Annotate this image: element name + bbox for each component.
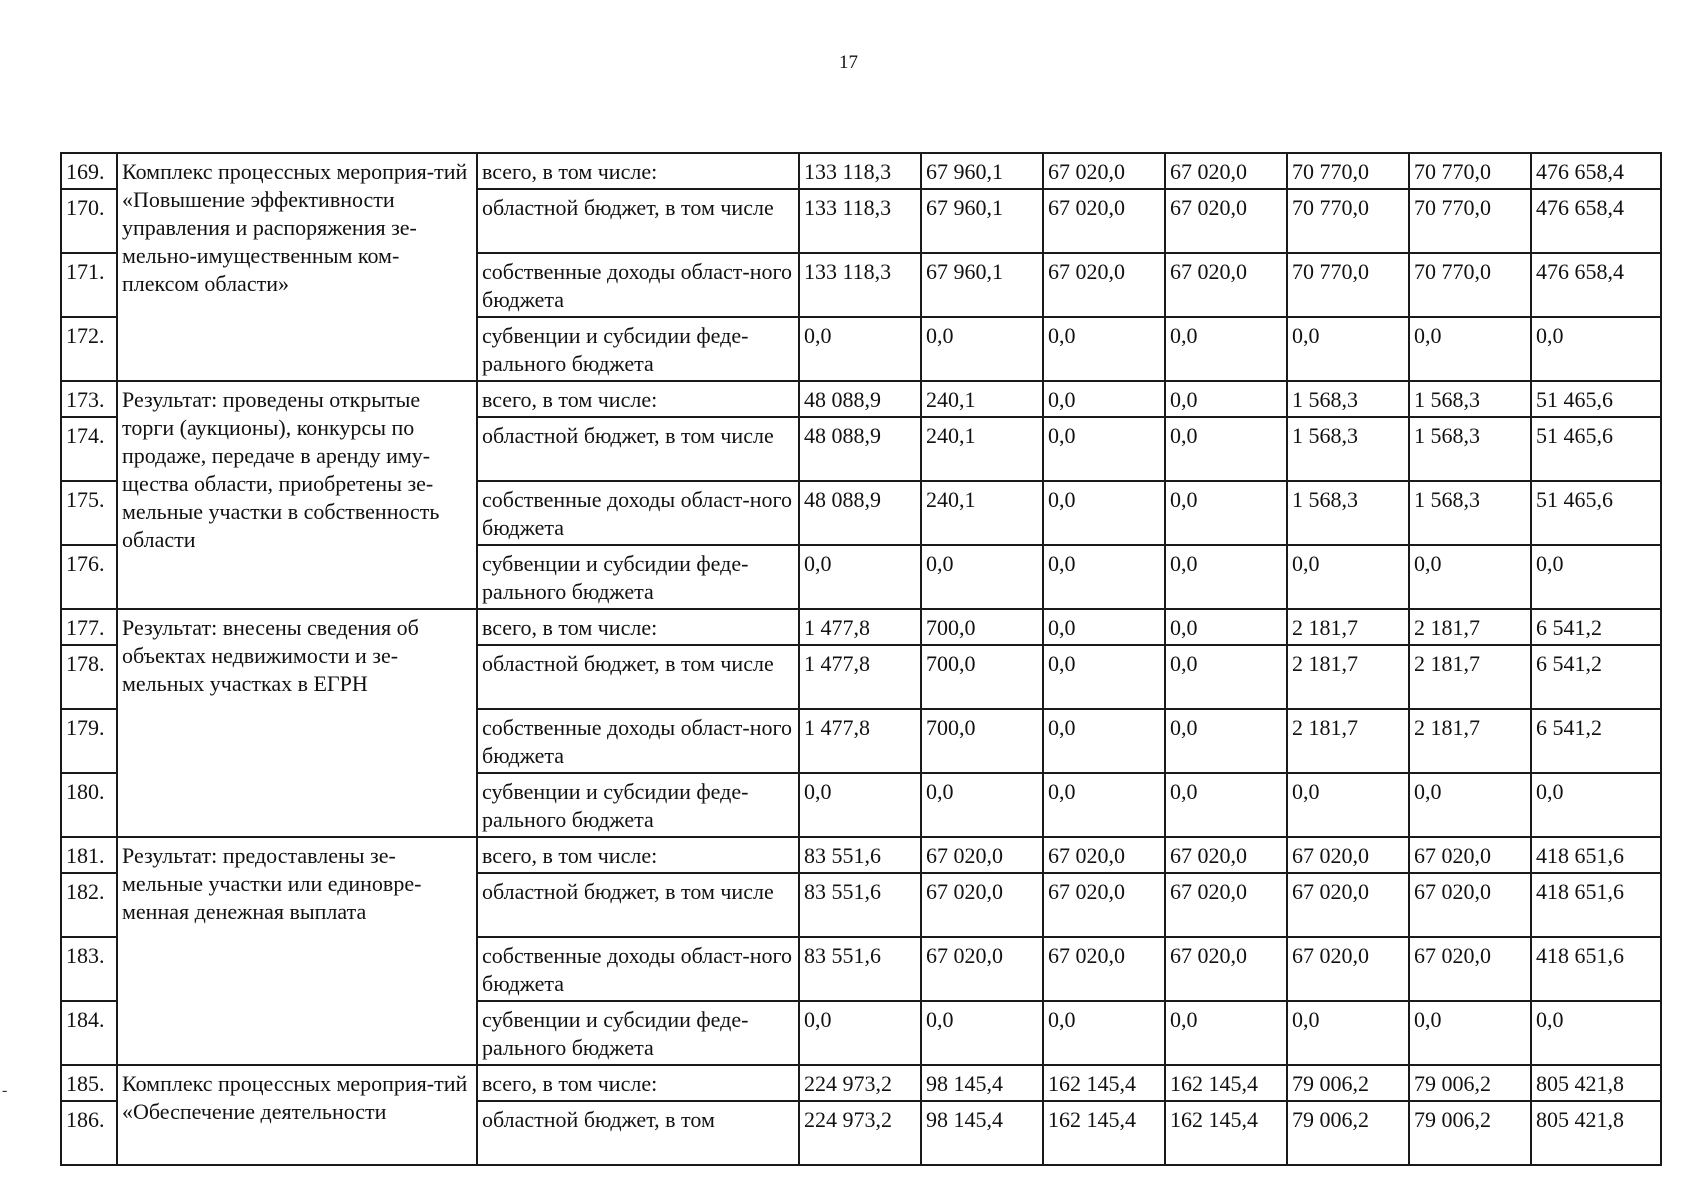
row-number: 181. [61, 837, 117, 873]
year-value-cell: 0,0 [799, 1001, 921, 1065]
year-value-cell: 83 551,6 [799, 937, 921, 1001]
row-number: 186. [61, 1101, 117, 1165]
year-value-cell: 67 020,0 [1043, 153, 1165, 189]
year-value-cell: 0,0 [921, 1001, 1043, 1065]
year-value-cell: 83 551,6 [799, 837, 921, 873]
year-value-cell: 0,0 [1165, 709, 1287, 773]
year-value-cell: 0,0 [1043, 609, 1165, 645]
year-value-cell: 67 020,0 [1409, 873, 1531, 937]
year-value-cell: 0,0 [1409, 317, 1531, 381]
year-value-cell: 48 088,9 [799, 381, 921, 417]
total-value-cell: 418 651,6 [1531, 937, 1661, 1001]
total-value-cell: 51 465,6 [1531, 381, 1661, 417]
measure-description: Результат: предоставлены зе-мельные участки или единовре-менная денежная выплата [117, 837, 477, 1065]
funding-source: областной бюджет, в том числе [477, 417, 799, 481]
total-value-cell: 0,0 [1531, 773, 1661, 837]
year-value-cell: 0,0 [1409, 1001, 1531, 1065]
funding-source: субвенции и субсидии феде-рального бюджета [477, 545, 799, 609]
year-value-cell: 0,0 [799, 545, 921, 609]
row-number: 177. [61, 609, 117, 645]
table-row [61, 837, 1661, 873]
year-value-cell: 67 020,0 [1165, 937, 1287, 1001]
year-value-cell: 700,0 [921, 609, 1043, 645]
year-value-cell: 0,0 [1043, 645, 1165, 709]
total-value-cell: 476 658,4 [1531, 153, 1661, 189]
funding-source: областной бюджет, в том числе [477, 873, 799, 937]
total-value-cell: 6 541,2 [1531, 709, 1661, 773]
year-value-cell: 2 181,7 [1409, 709, 1531, 773]
year-value-cell: 0,0 [1287, 545, 1409, 609]
table-row [61, 381, 1661, 417]
year-value-cell: 2 181,7 [1409, 609, 1531, 645]
year-value-cell: 48 088,9 [799, 481, 921, 545]
year-value-cell: 79 006,2 [1287, 1065, 1409, 1101]
measure-description: Комплекс процессных мероприя-тий «Повышение эффективности управления и распоряжения зе-мельно-имущественным ком-плексом области» [117, 153, 477, 381]
year-value-cell: 240,1 [921, 381, 1043, 417]
year-value-cell: 1 477,8 [799, 609, 921, 645]
year-value-cell: 2 181,7 [1287, 609, 1409, 645]
funding-source: областной бюджет, в том [477, 1101, 799, 1165]
year-value-cell: 240,1 [921, 481, 1043, 545]
total-value-cell: 6 541,2 [1531, 645, 1661, 709]
year-value-cell: 224 973,2 [799, 1065, 921, 1101]
year-value-cell: 1 477,8 [799, 645, 921, 709]
total-value-cell: 805 421,8 [1531, 1065, 1661, 1101]
year-value-cell: 700,0 [921, 645, 1043, 709]
year-value-cell: 83 551,6 [799, 873, 921, 937]
row-number: 173. [61, 381, 117, 417]
total-value-cell: 51 465,6 [1531, 481, 1661, 545]
measure-description: Результат: внесены сведения об объектах недвижимости и зе-мельных участках в ЕГРН [117, 609, 477, 837]
year-value-cell: 67 020,0 [1165, 153, 1287, 189]
total-value-cell: 418 651,6 [1531, 837, 1661, 873]
year-value-cell: 0,0 [921, 317, 1043, 381]
year-value-cell: 67 960,1 [921, 153, 1043, 189]
year-value-cell: 67 020,0 [1409, 837, 1531, 873]
total-value-cell: 0,0 [1531, 1001, 1661, 1065]
year-value-cell: 1 568,3 [1287, 381, 1409, 417]
year-value-cell: 0,0 [1165, 481, 1287, 545]
page-number: 17 [839, 52, 858, 73]
total-value-cell: 418 651,6 [1531, 873, 1661, 937]
table-row [61, 1065, 1661, 1101]
year-value-cell: 0,0 [1165, 545, 1287, 609]
funding-source: всего, в том числе: [477, 609, 799, 645]
year-value-cell: 162 145,4 [1165, 1065, 1287, 1101]
row-number: 178. [61, 645, 117, 709]
year-value-cell: 162 145,4 [1043, 1101, 1165, 1165]
year-value-cell: 0,0 [1409, 773, 1531, 837]
year-value-cell: 2 181,7 [1409, 645, 1531, 709]
table-row [61, 153, 1661, 189]
year-value-cell: 0,0 [1165, 609, 1287, 645]
year-value-cell: 79 006,2 [1287, 1101, 1409, 1165]
total-value-cell: 476 658,4 [1531, 189, 1661, 253]
year-value-cell: 2 181,7 [1287, 645, 1409, 709]
year-value-cell: 67 960,1 [921, 253, 1043, 317]
year-value-cell: 67 020,0 [1287, 937, 1409, 1001]
year-value-cell: 0,0 [1043, 709, 1165, 773]
row-number: 174. [61, 417, 117, 481]
year-value-cell: 0,0 [921, 773, 1043, 837]
year-value-cell: 67 020,0 [1409, 937, 1531, 1001]
year-value-cell: 0,0 [1287, 773, 1409, 837]
year-value-cell: 67 020,0 [1043, 937, 1165, 1001]
year-value-cell: 70 770,0 [1409, 253, 1531, 317]
year-value-cell: 67 020,0 [1165, 873, 1287, 937]
total-value-cell: 0,0 [1531, 545, 1661, 609]
funding-source: собственные доходы област-ного бюджета [477, 937, 799, 1001]
year-value-cell: 0,0 [921, 545, 1043, 609]
row-number: 184. [61, 1001, 117, 1065]
row-number: 185. [61, 1065, 117, 1101]
row-number: 171. [61, 253, 117, 317]
budget-table [60, 152, 1662, 1166]
year-value-cell: 67 020,0 [921, 937, 1043, 1001]
year-value-cell: 0,0 [1165, 645, 1287, 709]
year-value-cell: 0,0 [1165, 381, 1287, 417]
measure-description: Комплекс процессных мероприя-тий «Обеспечение деятельности [117, 1065, 477, 1165]
year-value-cell: 67 020,0 [1165, 189, 1287, 253]
year-value-cell: 48 088,9 [799, 417, 921, 481]
year-value-cell: 70 770,0 [1287, 253, 1409, 317]
year-value-cell: 0,0 [1043, 381, 1165, 417]
year-value-cell: 67 020,0 [1043, 873, 1165, 937]
row-number: 183. [61, 937, 117, 1001]
year-value-cell: 70 770,0 [1287, 189, 1409, 253]
funding-source: областной бюджет, в том числе [477, 189, 799, 253]
year-value-cell: 0,0 [1043, 481, 1165, 545]
year-value-cell: 67 020,0 [921, 837, 1043, 873]
year-value-cell: 2 181,7 [1287, 709, 1409, 773]
funding-source: субвенции и субсидии феде-рального бюджета [477, 773, 799, 837]
year-value-cell: 67 020,0 [1043, 189, 1165, 253]
year-value-cell: 1 568,3 [1287, 417, 1409, 481]
year-value-cell: 162 145,4 [1165, 1101, 1287, 1165]
total-value-cell: 0,0 [1531, 317, 1661, 381]
year-value-cell: 0,0 [1165, 317, 1287, 381]
year-value-cell: 133 118,3 [799, 253, 921, 317]
funding-source: собственные доходы област-ного бюджета [477, 709, 799, 773]
year-value-cell: 0,0 [1043, 545, 1165, 609]
row-number: 172. [61, 317, 117, 381]
year-value-cell: 1 477,8 [799, 709, 921, 773]
year-value-cell: 1 568,3 [1409, 381, 1531, 417]
year-value-cell: 70 770,0 [1287, 153, 1409, 189]
year-value-cell: 1 568,3 [1409, 481, 1531, 545]
year-value-cell: 240,1 [921, 417, 1043, 481]
year-value-cell: 0,0 [1409, 545, 1531, 609]
year-value-cell: 67 960,1 [921, 189, 1043, 253]
year-value-cell: 0,0 [1043, 317, 1165, 381]
year-value-cell: 98 145,4 [921, 1101, 1043, 1165]
year-value-cell: 67 020,0 [1165, 837, 1287, 873]
row-number: 169. [61, 153, 117, 189]
year-value-cell: 67 020,0 [921, 873, 1043, 937]
year-value-cell: 67 020,0 [1043, 253, 1165, 317]
year-value-cell: 79 006,2 [1409, 1101, 1531, 1165]
year-value-cell: 224 973,2 [799, 1101, 921, 1165]
year-value-cell: 0,0 [1043, 1001, 1165, 1065]
row-number: 170. [61, 189, 117, 253]
year-value-cell: 0,0 [1043, 417, 1165, 481]
total-value-cell: 805 421,8 [1531, 1101, 1661, 1165]
year-value-cell: 67 020,0 [1287, 837, 1409, 873]
total-value-cell: 51 465,6 [1531, 417, 1661, 481]
year-value-cell: 0,0 [1165, 773, 1287, 837]
year-value-cell: 70 770,0 [1409, 153, 1531, 189]
year-value-cell: 79 006,2 [1409, 1065, 1531, 1101]
row-number: 179. [61, 709, 117, 773]
year-value-cell: 133 118,3 [799, 153, 921, 189]
year-value-cell: 0,0 [1287, 317, 1409, 381]
table-body [61, 153, 1661, 1165]
row-number: 175. [61, 481, 117, 545]
year-value-cell: 67 020,0 [1287, 873, 1409, 937]
year-value-cell: 700,0 [921, 709, 1043, 773]
year-value-cell: 0,0 [1043, 773, 1165, 837]
measure-description: Результат: проведены открытые торги (аукционы), конкурсы по продаже, передаче в аренду иму-щества области, приобретены зе-мельные участки в собственность области [117, 381, 477, 609]
row-number: 176. [61, 545, 117, 609]
funding-source: всего, в том числе: [477, 1065, 799, 1101]
row-number: 180. [61, 773, 117, 837]
year-value-cell: 0,0 [799, 773, 921, 837]
margin-mark: - [2, 1082, 8, 1099]
total-value-cell: 6 541,2 [1531, 609, 1661, 645]
year-value-cell: 0,0 [1165, 417, 1287, 481]
year-value-cell: 67 020,0 [1043, 837, 1165, 873]
row-number: 182. [61, 873, 117, 937]
table-row [61, 609, 1661, 645]
funding-source: всего, в том числе: [477, 153, 799, 189]
funding-source: субвенции и субсидии феде-рального бюджета [477, 1001, 799, 1065]
funding-source: всего, в том числе: [477, 837, 799, 873]
funding-source: всего, в том числе: [477, 381, 799, 417]
year-value-cell: 70 770,0 [1409, 189, 1531, 253]
year-value-cell: 0,0 [1287, 1001, 1409, 1065]
funding-source: субвенции и субсидии феде-рального бюджета [477, 317, 799, 381]
year-value-cell: 0,0 [799, 317, 921, 381]
year-value-cell: 98 145,4 [921, 1065, 1043, 1101]
funding-source: собственные доходы област-ного бюджета [477, 253, 799, 317]
funding-source: областной бюджет, в том числе [477, 645, 799, 709]
year-value-cell: 1 568,3 [1409, 417, 1531, 481]
funding-source: собственные доходы област-ного бюджета [477, 481, 799, 545]
year-value-cell: 1 568,3 [1287, 481, 1409, 545]
total-value-cell: 476 658,4 [1531, 253, 1661, 317]
year-value-cell: 0,0 [1165, 1001, 1287, 1065]
year-value-cell: 162 145,4 [1043, 1065, 1165, 1101]
year-value-cell: 133 118,3 [799, 189, 921, 253]
year-value-cell: 67 020,0 [1165, 253, 1287, 317]
